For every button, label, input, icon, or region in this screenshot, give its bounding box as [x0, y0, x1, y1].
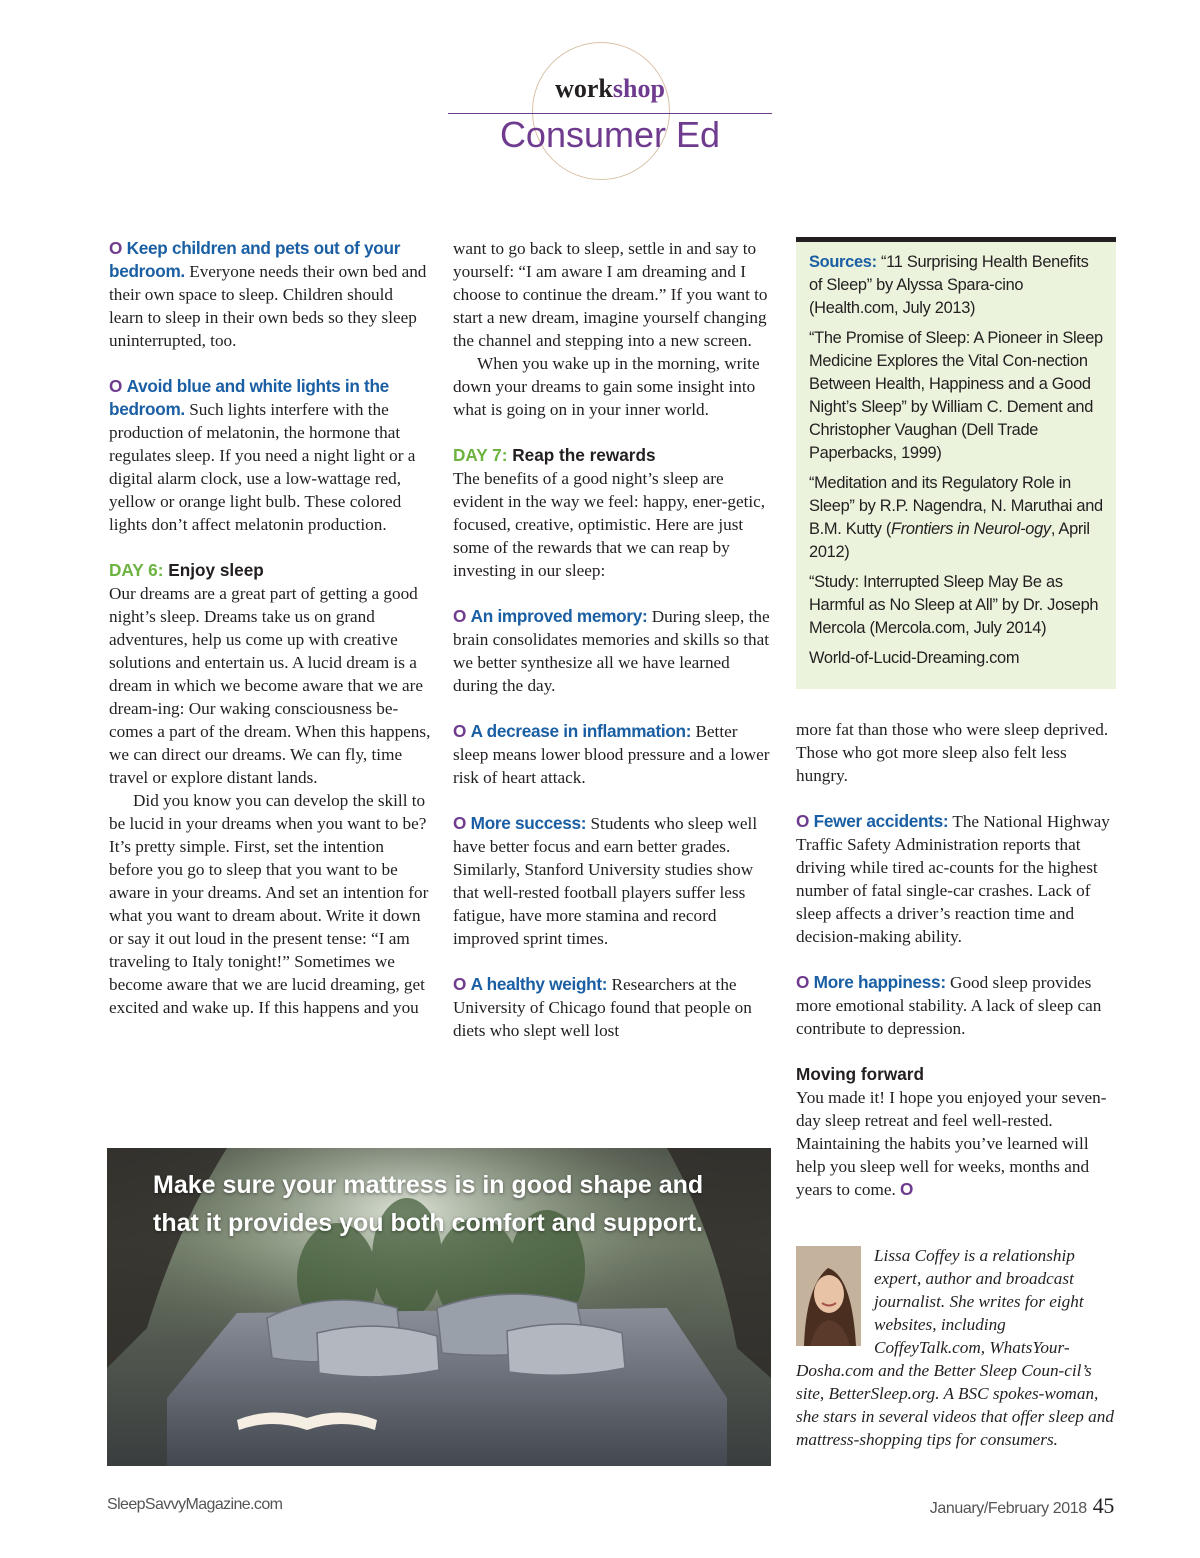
bedroom-forest-photo [107, 1148, 771, 1466]
section-title: Consumer Ed [499, 114, 721, 155]
bullet-text: Good sleep provides more emotional stability. A lack of sleep can contribute to depression. [796, 973, 1102, 1038]
source-text: , April 2012) [809, 520, 1090, 561]
page-number: 45 [1092, 1493, 1114, 1518]
source-item: “The Promise of Sleep: A Pioneer in Sleep Medicine Explores the Vital Con-nection Between Health, Happiness and a Good Night’s Sleep” by William C. Dement and Christopher Vaughan (Dell Trade Paperbacks, 1999) [809, 329, 1103, 462]
paragraph: When you wake up in the morning, write down your dreams to gain some insight into what is going on in your inner world. [453, 354, 760, 419]
bullet-lead: Fewer accidents: [813, 811, 949, 831]
footer-issue [930, 1493, 1114, 1519]
bullet-text: Students who sleep well have better focus and earn better grades. Similarly, Stanford University studies show that well-rested football players suffer less fatigue, have more stamina and record improved sprint times. [453, 814, 758, 948]
source-journal: Frontiers in Neurol-ogy [891, 520, 1051, 538]
paragraph [453, 605, 775, 697]
paragraph [453, 812, 775, 950]
bullet-lead: Keep children and pets out of your bedroom. [109, 238, 401, 281]
bullet-marker: O [453, 974, 467, 994]
moving-forward-heading: Moving forward [796, 1064, 924, 1084]
paragraph-text: You made it! I hope you enjoyed your seven-day sleep retreat and feel well-rested. Maintaining the habits you’ve learned will help you sleep well for weeks, months and years to come. [796, 1088, 1107, 1199]
photo-caption [153, 1166, 753, 1242]
bullet-lead: A decrease in inflammation: [470, 721, 692, 741]
bullet-marker: O [796, 811, 810, 831]
header-circle-ornament [532, 42, 670, 180]
bullet-text: Researchers at the University of Chicago found that people on diets who slept well lost [453, 975, 752, 1040]
text-column-3 [796, 718, 1116, 1201]
day-label: DAY 6: [109, 560, 164, 580]
paragraph: Our dreams are a great part of getting a good night’s sleep. Dreams take us on grand adventures, help us come up with creative solutions and entertain us. A lucid dream is a dream in which we become aware that we are dream-ing: Our waking consciousness be-comes a part of the dream. When this happens, we can direct our dreams. We can fly, time travel or explore distant lands. [109, 584, 431, 787]
end-mark: O [900, 1179, 914, 1199]
day-7-heading [453, 444, 775, 467]
source-text: “11 Surprising Health Benefits of Sleep” by Alyssa Spara-cino (Health.com, July 2013) [809, 253, 1089, 317]
bullet-text: During sleep, the brain consolidates memories and skills so that we better synthesize all we have learned during the day. [453, 607, 770, 695]
kicker-shop: shop [612, 74, 665, 103]
source-item: “Study: Interrupted Sleep May Be as Harmful as No Sleep at All” by Dr. Joseph Mercola (Mercola.com, July 2014) [809, 573, 1099, 637]
bio-text: Lissa Coffey is a relationship expert, author and broadcast journalist. She writes for eight websites, including CoffeyTalk.com, WhatsYour-Dosha.com and the Better Sleep Coun-cil’s site, BetterSleep.org. A BSC spokes-woman, she stars in several videos that offer sleep and mattress-shopping tips for consumers. [796, 1246, 1114, 1449]
bullet-marker: O [453, 606, 467, 626]
paragraph: The benefits of a good night’s sleep are evident in the way we feel: happy, ener-getic, focused, creative, optimistic. Here are just some of the rewards that we can reap by investing in our sleep: [453, 469, 766, 580]
bullet-text: Such lights interfere with the production of melatonin, the hormone that regulates sleep. If you need a night light or a digital alarm clock, use a low-wattage red, yellow or orange light bulb. These colored lights don’t affect melatonin production. [109, 400, 416, 534]
bullet-lead: Avoid blue and white lights in the bedroom. [109, 376, 389, 419]
source-text: “Meditation and its Regulatory Role in Sleep” by R.P. Nagendra, N. Maruthai and B.M. Kutty ( [809, 474, 1103, 538]
section-header [0, 0, 1200, 200]
text-column-1 [109, 237, 431, 1019]
bullet-lead: More success: [470, 813, 587, 833]
bullet-text: Everyone needs their own bed and their own space to sleep. Children should learn to sleep in their own beds so they sleep uninterrupted, too. [109, 262, 427, 350]
author-bio [796, 1244, 1116, 1451]
bullet-marker: O [453, 813, 467, 833]
paragraph [109, 237, 431, 352]
paragraph [796, 1086, 1116, 1201]
sources-label: Sources: [809, 253, 877, 271]
kicker-work: work [555, 74, 613, 103]
sources-box [796, 237, 1116, 689]
issue-date: January/February 2018 [929, 1500, 1087, 1517]
bullet-text: The National Highway Traffic Safety Administration reports that driving while tired ac-counts for the highest number of fatal single-car crashes. Lack of sleep affects a driver’s reaction time and decision-making ability. [796, 812, 1110, 946]
paragraph [109, 375, 431, 536]
footer-site: SleepSavvyMagazine.com [107, 1496, 283, 1513]
bullet-marker: O [109, 238, 123, 258]
bullet-lead: An improved memory: [470, 606, 648, 626]
caption-line: Make sure your mattress is in good shape and [153, 1171, 704, 1199]
caption-line: that it provides you both comfort and support. [153, 1209, 703, 1237]
day-title: Reap the rewards [507, 445, 656, 465]
bullet-marker: O [109, 376, 123, 396]
day-6-heading [109, 559, 431, 582]
paragraph: more fat than those who were sleep deprived. Those who got more sleep also felt less hungry. [796, 720, 1109, 785]
source-item [809, 251, 1104, 320]
paragraph: want to go back to sleep, settle in and say to yourself: “I am aware I am dreaming and I choose to continue the dream.” If you want to start a new dream, imagine yourself changing the channel and stepping into a new screen. [453, 239, 768, 350]
section-kicker [448, 74, 772, 104]
paragraph: Did you know you can develop the skill to be lucid in your dreams when you want to be? It’s pretty simple. First, set the intention before you go to sleep that you want to be aware in your dreams. And set an intention for what you want to dream about. Write it down or say it out loud in the present tense: “I am traveling to Italy tonight!” Sometimes we become aware that we are lucid dreaming, get excited and wake up. If this happens and you [109, 791, 429, 1017]
bullet-lead: More happiness: [813, 972, 946, 992]
source-item [809, 472, 1104, 564]
paragraph [796, 810, 1116, 948]
bullet-text: Better sleep means lower blood pressure and a lower risk of heart attack. [453, 722, 770, 787]
bullet-marker: O [796, 972, 810, 992]
day-label: DAY 7: [453, 445, 508, 465]
paragraph [453, 720, 775, 789]
bullet-lead: A healthy weight: [470, 974, 608, 994]
day-title: Enjoy sleep [163, 560, 264, 580]
bullet-marker: O [453, 721, 467, 741]
source-item: World-of-Lucid-Dreaming.com [809, 649, 1020, 667]
text-column-2 [453, 237, 775, 1042]
paragraph [796, 971, 1116, 1040]
paragraph [453, 973, 775, 1042]
